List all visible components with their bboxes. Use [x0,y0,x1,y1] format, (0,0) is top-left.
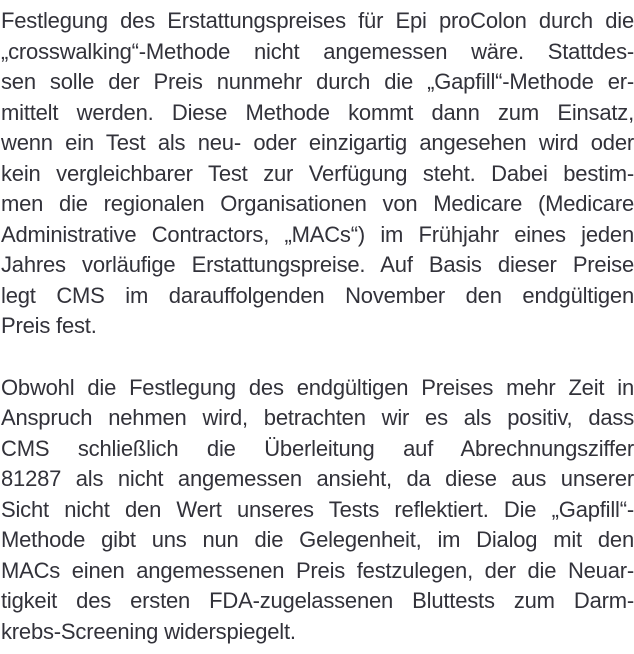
text-line: legt CMS im darauffolgenden November den endgültigen [1,282,634,308]
paragraph-1 [1,6,634,342]
text-line: Preis fest. [1,313,97,338]
text-line: Methode gibt uns nun die Gelegenheit, im Dialog mit den [1,527,634,552]
text-line: men die regionalen Organisationen von Medicare (Medicare [1,191,634,216]
text-line: CMS schließlich die Überleitung auf Abrechnungsziffer [1,435,634,461]
text-line: wenn ein Test als neu- oder einzigartig angesehen wird oder [1,130,634,155]
text-line: MACs einen angemessenen Preis festzulegen, der die Neuar- [1,557,634,583]
text-line: kein vergleichbarer Test zur Verfügung steht. Dabei bestim- [1,160,634,186]
text-line: „crosswalking“-Methode nicht angemessen wäre. Stattdes- [1,38,634,64]
text-line: Administrative Contractors, „MACs“) im Frühjahr eines jeden [1,221,634,247]
text-line: mittelt werden. Diese Methode kommt dann zum Einsatz, [1,99,634,125]
text-line: Anspruch nehmen wird, betrachten wir es als positiv, dass [1,405,634,430]
text-line: krebs-Screening widerspiegelt. [1,618,296,644]
text-line: Festlegung des Erstattungspreises für Epi proColon durch die [1,8,634,33]
text-line: Obwohl die Festlegung des endgültigen Preises mehr Zeit in [1,374,634,400]
text-line: Sicht nicht den Wert unseres Tests reflektiert. Die „Gapfill“- [1,496,634,522]
text-line: Jahres vorläufige Erstattungspreise. Auf Basis dieser Preise [1,252,634,277]
text-line: 81287 als nicht angemessen ansieht, da diese aus unserer [1,466,634,491]
text-line: tigkeit des ersten FDA-zugelassenen Bluttests zum Darm- [1,588,634,613]
paragraph-2 [1,373,634,648]
text-line: sen solle der Preis nunmehr durch die „Gapfill“-Methode er- [1,69,634,94]
